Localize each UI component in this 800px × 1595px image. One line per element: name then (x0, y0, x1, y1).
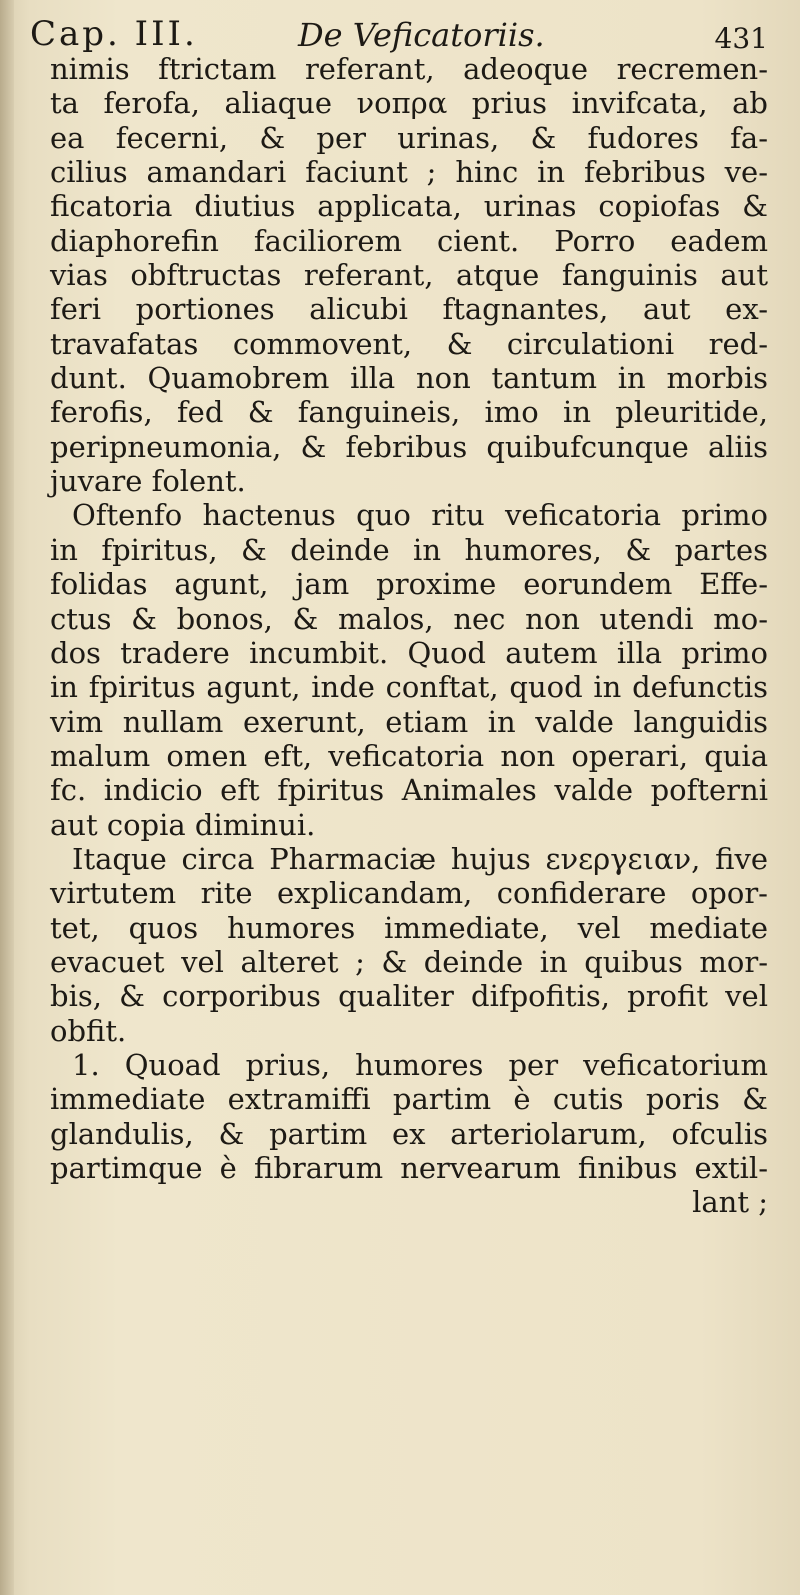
text-line: ferofis, fed & fanguineis, imo in pleuritide, (50, 395, 768, 430)
text-line: immediate extramiffi partim è cutis poris & (50, 1082, 768, 1117)
paragraph-start-line: Oftenfo hactenus quo ritu veficatoria primo (72, 498, 768, 533)
catchword-line: lant ; (692, 1185, 768, 1220)
chapter-heading: Cap. III. (30, 14, 198, 54)
page-number: 431 (714, 22, 768, 55)
text-line: obfit. (50, 1013, 127, 1048)
text-line: juvare folent. (50, 464, 246, 499)
text-line: vias obftructas referant, atque fanguinis aut (50, 258, 768, 293)
text-line: dos tradere incumbit. Quod autem illa primo (50, 635, 768, 670)
page-gutter (0, 0, 14, 1595)
paragraph-start-line: 1. Quoad prius, humores per veficatorium (72, 1047, 768, 1082)
text-line: folidas agunt, jam proxime eorundem Effe- (50, 567, 768, 602)
text-line: glandulis, & partim ex arteriolarum, ofculis (50, 1116, 768, 1151)
text-line: cilius amandari faciunt ; hinc in febribus ve- (50, 155, 768, 190)
text-line: peripneumonia, & febribus quibufcunque aliis (50, 429, 768, 464)
text-line: diaphorefin faciliorem cient. Porro eadem (50, 223, 768, 258)
text-line: fc. indicio eft fpiritus Animales valde pofterni (50, 773, 768, 808)
text-line: tet, quos humores immediate, vel mediate (50, 910, 768, 945)
page-header (30, 6, 770, 56)
text-line: vim nullam exerunt, etiam in valde languidis (50, 704, 768, 739)
text-line: travafatas commovent, & circulationi red- (50, 326, 768, 361)
text-line: virtutem rite explicandam, confiderare opor- (50, 876, 768, 911)
paragraph-start-line: Itaque circa Pharmaciæ hujus ενεργειαν, five (72, 841, 768, 876)
text-line: bis, & corporibus qualiter difpofitis, profit vel (50, 979, 768, 1014)
text-line: in fpiritus agunt, inde conftat, quod in defunctis (50, 670, 768, 705)
text-line: in fpiritus, & deinde in humores, & partes (50, 532, 768, 567)
text-line: ea fecerni, & per urinas, & fudores fa- (50, 120, 768, 155)
text-line: nimis ftrictam referant, adeoque recremen- (50, 52, 768, 86)
text-line: ta ferofa, aliaque νοπρα prius invifcata, ab (50, 86, 768, 121)
body-text (50, 52, 768, 1220)
text-line: partimque è fibrarum nervearum finibus extil- (50, 1151, 768, 1185)
text-line: dunt. Quamobrem illa non tantum in morbis (50, 361, 768, 396)
running-title: De Veficatoriis. (298, 16, 545, 54)
text-line: aut copia diminui. (50, 807, 316, 842)
text-line: malum omen eft, veficatoria non operari, quia (50, 738, 768, 773)
text-line: ctus & bonos, & malos, nec non utendi mo- (50, 601, 768, 636)
text-line: ficatoria diutius applicata, urinas copiofas & (50, 189, 768, 224)
text-line: feri portiones alicubi ftagnantes, aut ex- (50, 292, 768, 327)
text-line: evacuet vel alteret ; & deinde in quibus mor- (50, 944, 768, 979)
